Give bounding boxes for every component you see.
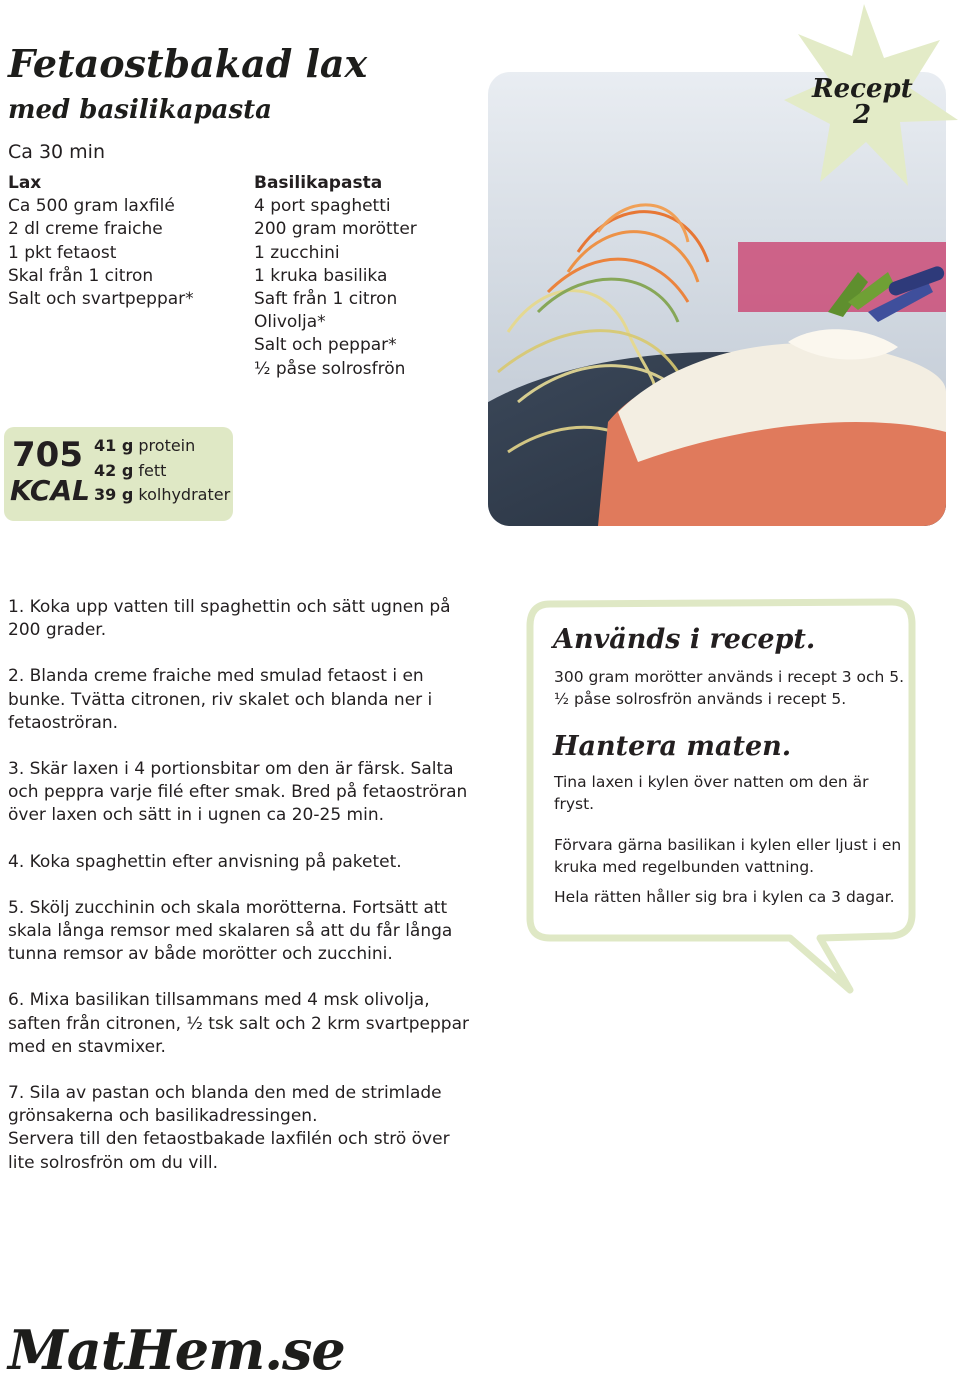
handle-food-heading: Hantera maten. [553,731,792,762]
recipe-badge-number: 2 [852,100,872,130]
recipe-step: 7. Sila av pastan och blanda den med de strimlade grönsakerna och basilikadressingen. Servera till den fetaostbakade laxfilén och strö över lite solrosfrön om du vill. [8,1083,450,1173]
kcal-value: 705 [12,435,83,475]
used-in-recipe-heading: Används i recept. [553,624,816,655]
used-in-recipe-text: 300 gram morötter används i recept 3 och 5. ½ påse solrosfrön används i recept 5. [554,668,905,708]
ingredient-item: 200 gram morötter [254,219,417,240]
ingredient-item: Skal från 1 citron [8,265,154,286]
recipe-step: 1. Koka upp vatten till spaghettin och sätt ugnen på 200 grader. [8,597,451,641]
ingredient-item: 1 kruka basilika [254,265,388,286]
ingredient-item: 4 port spaghetti [254,196,391,217]
ingredients-lax-heading: Lax [8,173,42,193]
ingredient-item: Ca 500 gram laxfilé [8,196,175,217]
ingredients-pasta-heading: Basilikapasta [254,173,383,193]
recipe-steps [8,596,478,1198]
recipe-step: 4. Koka spaghettin efter anvisning på paketet. [8,851,402,872]
macro-carbs-label: kolhydrater [138,485,231,504]
recipe-subtitle: med basilikapasta [8,95,272,125]
recipe-step: 5. Skölj zucchinin och skala morötterna. Fortsätt att skala långa remsor med skalaren så att du får långa tunna remsor av både morötter och zucchini. [8,897,453,965]
handle-food-text: Förvara gärna basilikan i kylen eller ljust i en kruka med regelbunden vattning. [554,836,902,876]
macro-fat-value: 42 g [94,460,134,480]
macro-carbs-value: 39 g [94,485,134,504]
recipe-badge [812,76,912,128]
recipe-step: 2. Blanda creme fraiche med smulad fetaost i en bunke. Tvätta citronen, riv skalet och blanda ner i fetaoströran. [8,666,433,733]
ingredient-item: 2 dl creme fraiche [8,219,163,240]
handle-food-text: Hela rätten håller sig bra i kylen ca 3 dagar. [554,888,895,906]
ingredients-pasta [254,172,417,381]
macro-protein [94,434,230,459]
kcal-unit: KCAL [10,474,90,507]
macros-list [94,434,230,508]
recipe-step: 3. Skär laxen i 4 portionsbitar om den är färsk. Salta och peppra varje filé efter smak. Bred på fetaoströran över laxen och sätt in i ugnen ca 20-25 min. [8,759,468,826]
recipe-badge-label: Recept [812,74,913,104]
cooking-time: Ca 30 min [8,141,105,163]
handle-food-text: Tina laxen i kylen över natten om den är fryst. [554,773,869,813]
recipe-title: Fetaostbakad lax [8,41,368,86]
macro-fat [94,459,230,484]
ingredient-item: Salt och peppar* [254,335,397,356]
ingredient-item: Saft från 1 citron [254,289,398,310]
mathem-logo: MatHem.se [8,1318,345,1382]
ingredient-item: Salt och svartpeppar* [8,289,194,310]
ingredient-item: Olivolja* [254,312,326,333]
macro-carbs [94,483,230,508]
ingredient-item: 1 pkt fetaost [8,242,117,263]
macro-fat-label: fett [138,460,167,480]
macro-protein-value: 41 g [94,436,134,455]
ingredients-lax [8,172,194,311]
macro-protein-label: protein [138,436,196,455]
ingredient-item: ½ påse solrosfrön [254,358,406,379]
ingredient-item: 1 zucchini [254,242,340,263]
recipe-step: 6. Mixa basilikan tillsammans med 4 msk olivolja, saften från citronen, ½ tsk salt och 2 krm svartpeppar med en stavmixer. [8,990,469,1057]
